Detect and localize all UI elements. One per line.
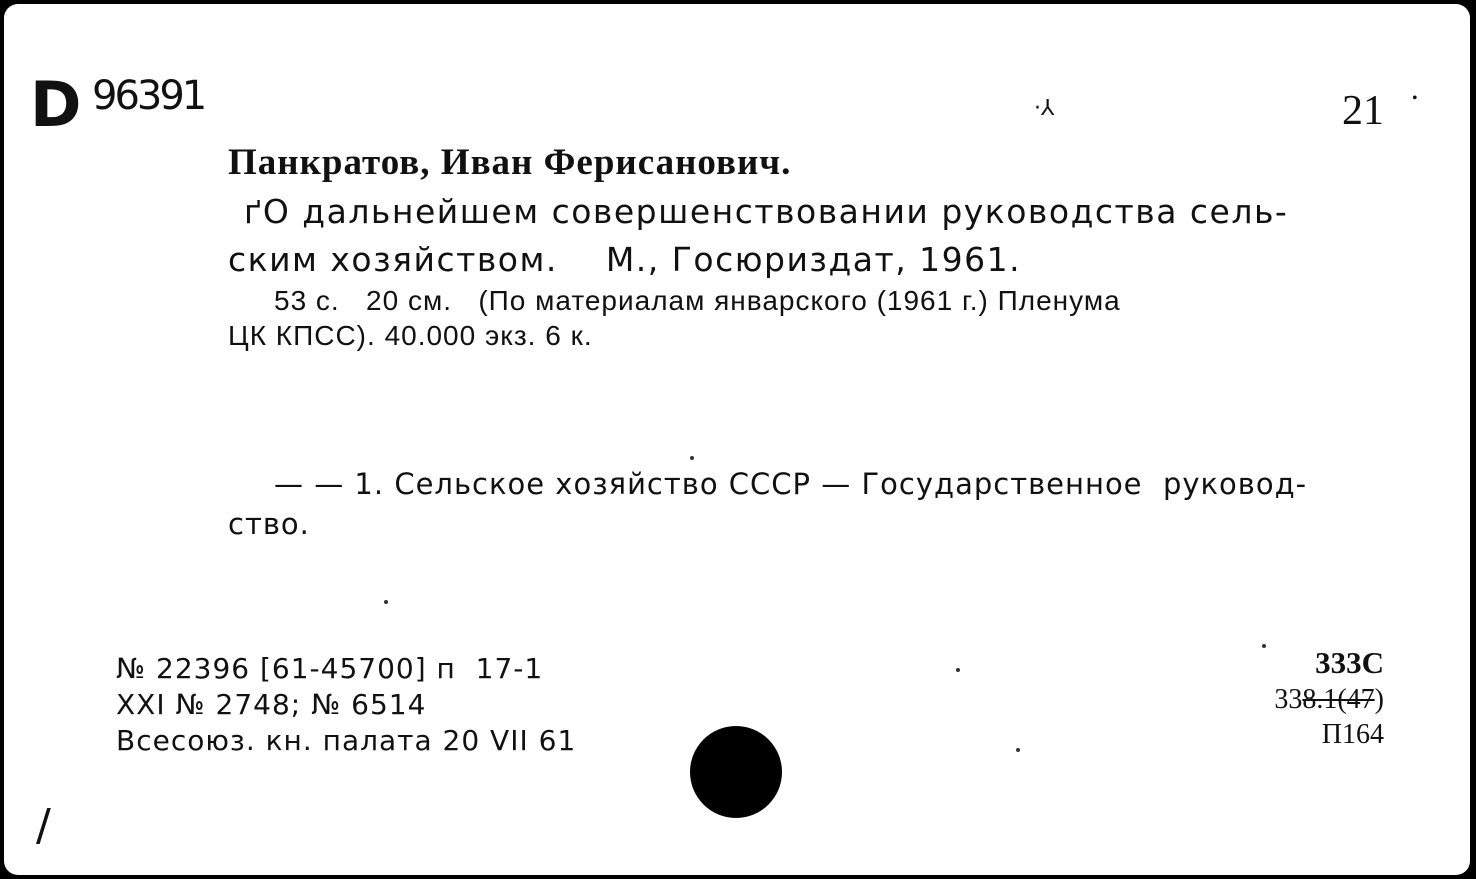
footer-line-1: № 22396 [61-45700] п 17-1 <box>116 652 544 685</box>
subject-heading-2: ство. <box>228 507 310 541</box>
speck <box>1016 748 1020 752</box>
speck <box>384 600 388 604</box>
speck <box>690 456 694 460</box>
punch-hole <box>690 726 782 818</box>
card-number: 21 <box>1342 88 1384 134</box>
bottom-mark: / <box>36 800 51 851</box>
title-line-2: ским хозяйством. М., Госюриздат, 1961. <box>228 240 1022 279</box>
stamp-number: 96391 <box>92 73 205 119</box>
footer-line-3: Всесоюз. кн. палата 20 VII 61 <box>116 724 577 757</box>
classification-second-end: ) <box>1374 684 1384 715</box>
classification-second-struck: 8.1(47 <box>1302 684 1375 715</box>
footer-line-2: XXI № 2748; № 6514 <box>116 688 427 721</box>
speck <box>956 668 960 672</box>
author-heading: Панкратов, Иван Ферисанович. <box>228 142 792 183</box>
classification-main: 333С <box>1315 645 1384 680</box>
physical-description-1: 53 с. 20 см. (По материалам январского (1961 г.) Пленума <box>274 285 1121 316</box>
top-mark: ·⅄ <box>1034 96 1055 121</box>
speck <box>1262 644 1266 648</box>
catalog-card <box>4 4 1470 875</box>
classification-second <box>1274 686 1384 714</box>
title-line-1: ґО дальнейшем совершенствовании руководства сель- <box>244 192 1289 231</box>
corner-mark: • <box>1412 90 1418 107</box>
classification-third: П164 <box>1321 719 1384 750</box>
classification-second-plain: 33 <box>1274 684 1303 715</box>
stamp-letter: D <box>30 68 80 141</box>
physical-description-2: ЦК КПСС). 40.000 экз. 6 к. <box>228 320 593 351</box>
subject-heading-1: — — 1. Сельское хозяйство СССР — Государственное руковод- <box>274 467 1308 501</box>
